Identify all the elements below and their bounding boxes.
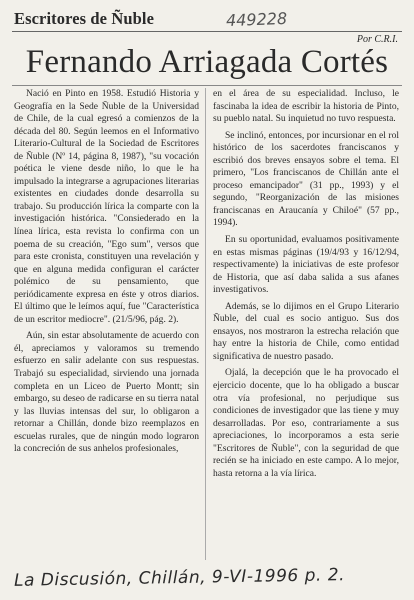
article-title: Fernando Arriagada Cortés	[25, 44, 389, 80]
handwritten-code: 449228	[225, 8, 288, 31]
paragraph: en el área de su especialidad. Incluso, le fascinaba la idea de escribir la historia de Pinto, su pueblo natal. Su inquietud no tuvo respuesta.	[213, 88, 399, 125]
paragraph: En su oportunidad, evaluamos positivamente en estas mismas páginas (19/4/93 y 16/12/94, respectivamente) la iniciativas de este profesor de Historia, que así daba salida a sus afanes investigativos.	[213, 234, 399, 296]
paragraph: Aún, sin estar absolutamente de acuerdo con él, apreciamos y valoramos su tremendo esfuerzo en salir adelante con sus respuestas. Trabajó su especialidad, sirviendo una jornada completa en un Liceo de Puerto Montt; sin embargo, su deseo de radicarse en su tierra natal y las lluvias intensas del sur, lo obligaron a retornar a Chillán, donde bizo reemplazos en escuelas rurales, que de ningún modo lograron la concreción de sus anhelos profesionales,	[14, 330, 199, 455]
handwritten-source-note: La Discusión, Chillán, 9-VI-1996 p. 2.	[13, 565, 346, 591]
title-rule	[12, 85, 402, 86]
paragraph: Nació en Pinto en 1958. Estudió Historia y Geografía en la Sede Ñuble de la Universidad de Chile, de la cual egresó a comienzos de la década del 80. Según leemos en el Informativo Literario-Cultural de la Sociedad de Escritores de Ñuble (Nº 14, página 8, 1987), "su vocación poética le viene desde niño, lo que le ha impulsado la integrarse a agrupaciones literarias existentes en ciudades donde desarrolla su trabajo. Su producción lírica la comparte con la investigación histórica. "Consiederado en la línea lírica, esta revista lo confirma con un poema de su creación, "Ego sum", versos que para este cronista, constituyen una revelación y que en alguna medida configuran el carácter polémico de su pensamiento, que periódicamente expresa en éste y otros diarios. El último que le leímos aquí, fue "Característica de un escritor mediocre". (21/5/96, pág. 2).	[14, 88, 199, 325]
paragraph: Se inclinó, entonces, por incursionar en el rol histórico de los sacerdotes franciscanos y escribió dos breves ensayos sobre el tema. El primero, "Los franciscanos de Chillán ante el proceso emancipador" (31 pp., 1993) y el segundo, "Reorganización de las misiones franciscanas en Araucanía y Chiloé" (57 pp., 1994).	[213, 129, 399, 229]
paragraph: Ojalá, la decepción que le ha provocado el ejercicio docente, que lo ha obligado a buscar otra vía profesional, no perjudique sus condiciones de investigador que las tiene y muy desarrolladas. Por eso, contrariamente a sus apreciaciones, lo incorporamos a esta serie "Escritores de Ñuble", con la seguridad de que recién se ha iniciado en este campo. A lo mejor, hasta retorna a la vía lírica.	[213, 367, 399, 479]
column-divider	[205, 88, 206, 560]
paragraph: Además, se lo dijimos en el Grupo Literario Ñuble, del cual es socio antiguo. Sus dos ensayos, nos mostraron la estrecha relación que hay entre la historia de Chile, como entidad significativa de nuestro pasado.	[213, 300, 399, 362]
top-rule	[12, 31, 402, 32]
byline: Por C.R.I.	[356, 34, 398, 45]
section-heading: Escritores de Ñuble	[14, 9, 154, 28]
left-column	[14, 88, 199, 460]
right-column	[213, 88, 399, 484]
